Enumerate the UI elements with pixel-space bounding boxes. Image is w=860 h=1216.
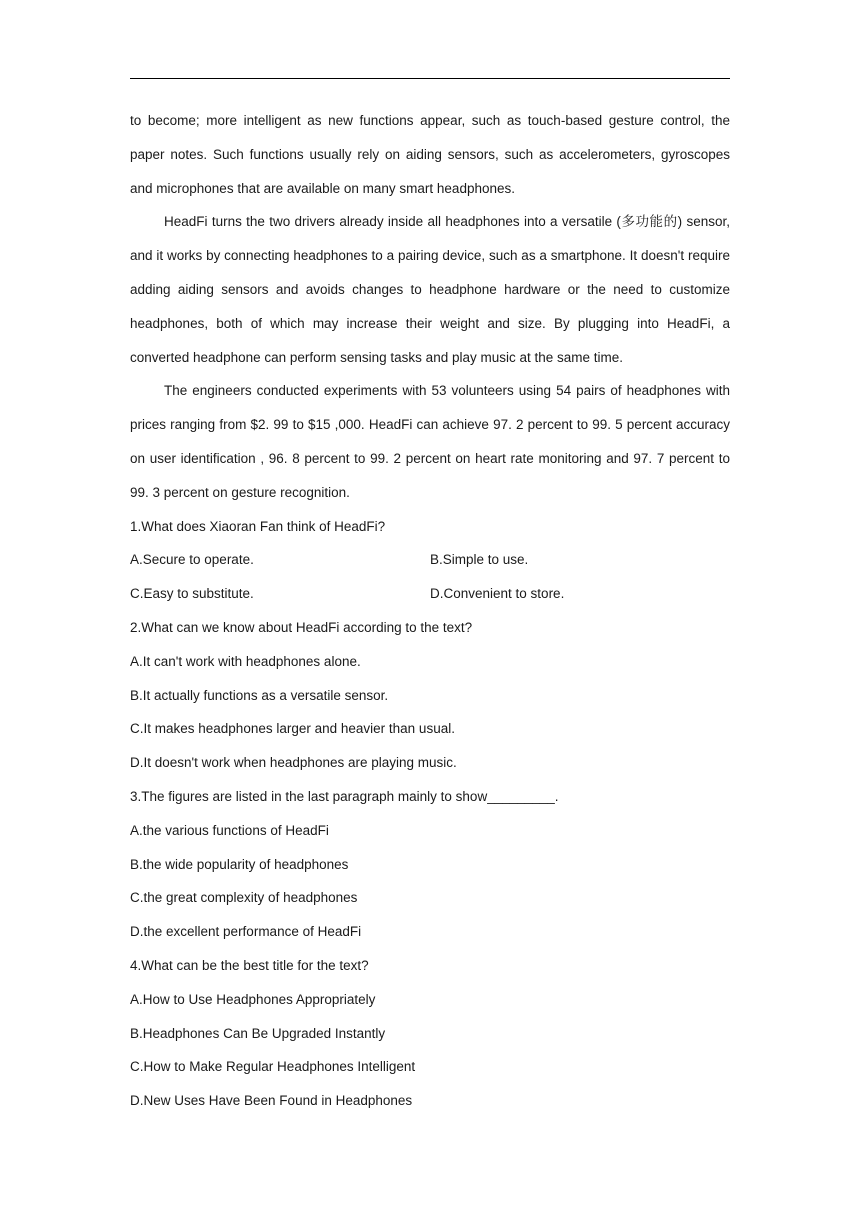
question-1-options-row-1 bbox=[130, 543, 730, 577]
question-1-options-row-2 bbox=[130, 577, 730, 611]
question-2-stem: 2.What can we know about HeadFi according to the text? bbox=[130, 619, 473, 635]
question-4-option-a: A.How to Use Headphones Appropriately bbox=[130, 991, 376, 1007]
question-1-option-a: A.Secure to operate. bbox=[130, 552, 254, 568]
question-1-option-d: D.Convenient to store. bbox=[430, 586, 565, 602]
passage-paragraph-3: The engineers conducted experiments with 53 volunteers using 54 pairs of headphones with prices ranging from $2. 99 to $15 ,000. HeadFi can achieve 97. 2 percent to 99. 5 percent accuracy on user identification , 96. 8 percent to 99. 2 percent on heart rate monitoring and 97. 7 percent to 99. 3 percent on gesture recognition. bbox=[130, 383, 730, 500]
question-1-stem: 1.What does Xiaoran Fan think of HeadFi? bbox=[130, 518, 386, 534]
question-4-option-d: D.New Uses Have Been Found in Headphones bbox=[130, 1093, 413, 1109]
question-2-option-b: B.It actually functions as a versatile sensor. bbox=[130, 687, 389, 703]
header-rule bbox=[130, 78, 730, 79]
question-3-option-a: A.the various functions of HeadFi bbox=[130, 822, 329, 838]
question-1-option-b: B.Simple to use. bbox=[430, 552, 529, 568]
question-4-option-c: C.How to Make Regular Headphones Intelligent bbox=[130, 1059, 416, 1075]
question-4-option-b: B.Headphones Can Be Upgraded Instantly bbox=[130, 1025, 386, 1041]
question-3-stem: 3.The figures are listed in the last paragraph mainly to show_________. bbox=[130, 788, 559, 804]
question-2-option-c: C.It makes headphones larger and heavier than usual. bbox=[130, 721, 455, 737]
question-3-option-b: B.the wide popularity of headphones bbox=[130, 856, 349, 872]
question-3-option-c: C.the great complexity of headphones bbox=[130, 890, 358, 906]
passage-paragraph-2: HeadFi turns the two drivers already inside all headphones into a versatile (多功能的) sensor, and it works by connecting headphones to a pairing device, such as a smartphone. It doesn't require adding aiding sensors and avoids changes to headphone hardware or the need to customize headphones, both of which may increase their weight and size. By plugging into HeadFi, a converted headphone can perform sensing tasks and play music at the same time. bbox=[130, 214, 730, 365]
question-2-option-d: D.It doesn't work when headphones are playing music. bbox=[130, 755, 457, 771]
question-4-stem: 4.What can be the best title for the text? bbox=[130, 957, 369, 973]
page-content bbox=[130, 104, 730, 1118]
question-2-option-a: A.It can't work with headphones alone. bbox=[130, 653, 361, 669]
question-3-option-d: D.the excellent performance of HeadFi bbox=[130, 924, 362, 940]
passage-paragraph-1: to become; more intelligent as new functions appear, such as touch-based gesture control, the paper notes. Such functions usually rely on aiding sensors, such as accelerometers, gyroscopes and microphones that are available on many smart headphones. bbox=[130, 113, 730, 196]
question-1-option-c: C.Easy to substitute. bbox=[130, 586, 254, 602]
